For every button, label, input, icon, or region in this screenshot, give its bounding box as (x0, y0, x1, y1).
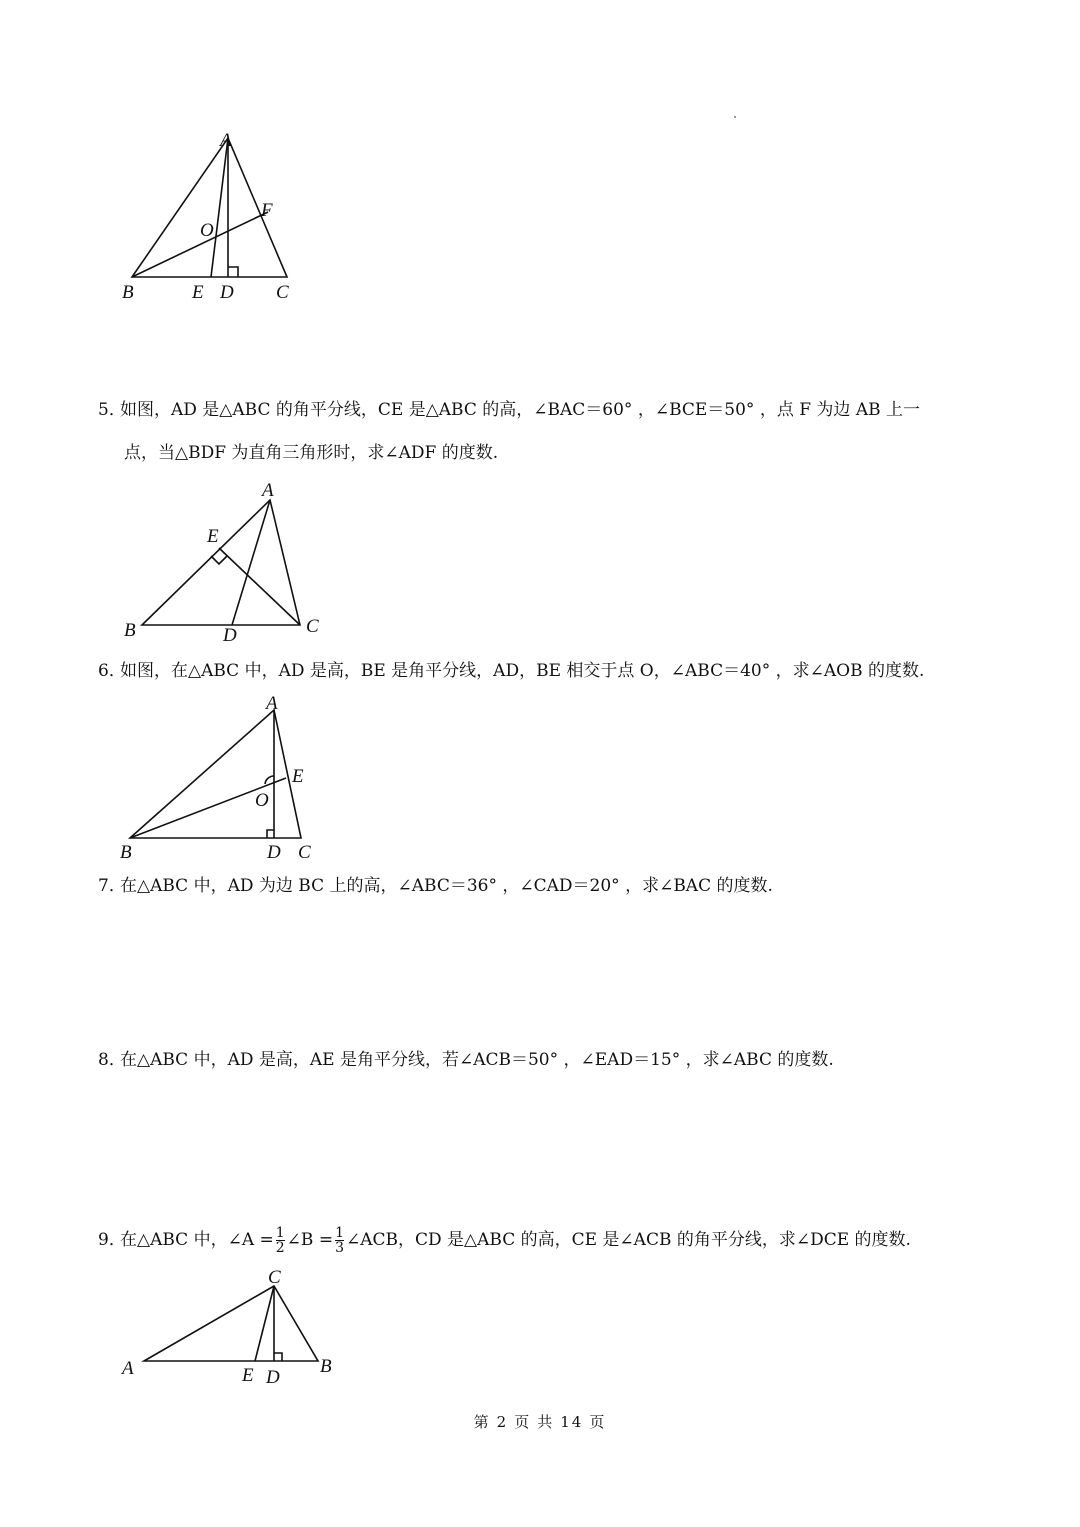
fraction-numerator: 1 (335, 1225, 344, 1241)
label-A: A (220, 130, 232, 151)
question-number: 6． (98, 661, 126, 681)
question-number: 5． (98, 400, 126, 420)
label-E: E (292, 766, 304, 787)
label-D: D (223, 625, 237, 646)
label-E: E (207, 526, 219, 547)
question-text: 在△ABC 中，AD 为边 BC 上的高，∠ABC＝36° ，∠CAD＝20° ，求∠BAC 的度数. (120, 876, 773, 896)
label-D: D (220, 282, 234, 303)
label-O: O (255, 790, 269, 811)
question-number: 9． (98, 1230, 126, 1250)
label-C: C (276, 282, 289, 303)
fraction-denominator: 2 (275, 1240, 285, 1256)
triangle-diagram-q9 (116, 1264, 356, 1394)
question-5 (98, 398, 920, 422)
question-text: 如图，在△ABC 中，AD 是高，BE 是角平分线，AD，BE 相交于点 O，∠ABC＝40° ，求∠AOB 的度数. (120, 661, 925, 681)
fraction-numerator: 1 (275, 1225, 285, 1241)
question-6 (98, 659, 924, 683)
question-text-line2: 点，当△BDF 为直角三角形时，求∠ADF 的度数. (124, 443, 499, 463)
label-A: A (262, 480, 274, 501)
label-C: C (268, 1267, 281, 1288)
label-D: D (266, 1367, 280, 1388)
label-D: D (267, 842, 281, 863)
question-7 (98, 874, 773, 898)
label-B: B (320, 1356, 332, 1377)
fraction-one-half (276, 1226, 285, 1255)
footer-total-pages: 14 (560, 1413, 584, 1431)
label-E: E (192, 282, 204, 303)
figure-q9 (116, 1264, 356, 1394)
label-B: B (124, 620, 136, 641)
label-A: A (122, 1358, 134, 1379)
question-8 (98, 1048, 834, 1072)
question-text-middle: ∠B = (286, 1230, 334, 1250)
question-number: 7． (98, 876, 126, 896)
question-number: 8． (98, 1050, 126, 1070)
triangle-diagram-q5 (118, 478, 338, 648)
triangle-diagram-q4 (110, 120, 310, 310)
question-9 (98, 1222, 911, 1258)
triangle-diagram-q6 (110, 692, 330, 862)
speck (734, 116, 736, 118)
label-A: A (266, 693, 278, 714)
label-B: B (120, 842, 132, 863)
footer-gong: 共 (537, 1413, 555, 1431)
figure-q5 (118, 478, 338, 648)
label-E: E (242, 1365, 254, 1386)
footer-di: 第 (473, 1413, 491, 1431)
figure-q4 (110, 120, 310, 310)
label-O: O (200, 220, 214, 241)
footer-ye2: 页 (589, 1413, 607, 1431)
label-B: B (122, 282, 134, 303)
label-C: C (298, 842, 311, 863)
page-footer (0, 1411, 1080, 1432)
question-text-suffix: ∠ACB，CD 是△ABC 的高，CE 是∠ACB 的角平分线，求∠DCE 的度数. (345, 1230, 911, 1250)
label-F: F (261, 200, 273, 221)
question-text-line1: 如图，AD 是△ABC 的角平分线，CE 是△ABC 的高，∠BAC＝60° ，∠BCE＝50° ，点 F 为边 AB 上一 (120, 400, 921, 420)
fraction-denominator: 3 (335, 1240, 344, 1256)
question-5-continuation (124, 441, 498, 465)
question-text: 在△ABC 中，AD 是高，AE 是角平分线，若∠ACB＝50° ，∠EAD＝15° ，求∠ABC 的度数. (120, 1050, 834, 1070)
footer-ye: 页 (514, 1413, 532, 1431)
figure-q6 (110, 692, 330, 862)
label-C: C (306, 616, 319, 637)
fraction-one-third (335, 1226, 344, 1255)
question-text-prefix: 在△ABC 中，∠A = (120, 1230, 274, 1250)
footer-page-number: 2 (496, 1413, 509, 1431)
